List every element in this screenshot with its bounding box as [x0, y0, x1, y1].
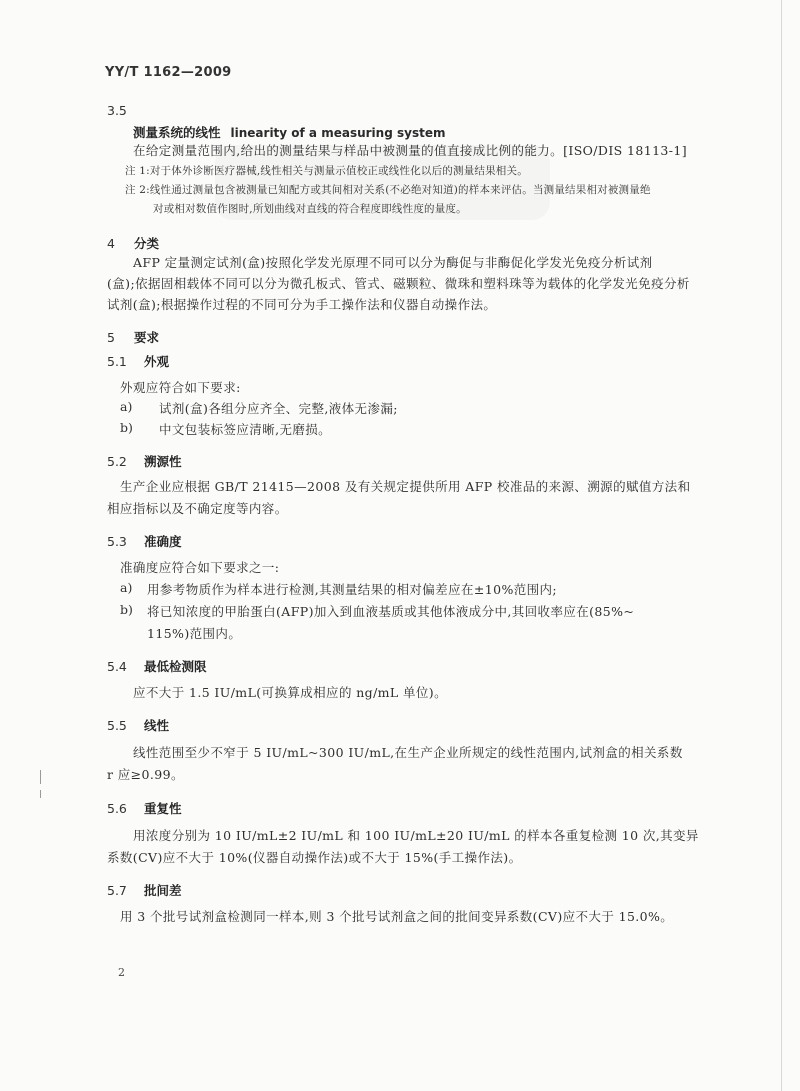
section-title: 外观 [143, 354, 169, 369]
term-english: linearity of a measuring system [230, 126, 446, 140]
section-title: 重复性 [143, 801, 182, 816]
section-title: 要求 [134, 330, 160, 345]
subsection-heading [107, 351, 169, 370]
list-item-label: a) [120, 399, 133, 414]
list-item-continuation: 115%)范围内。 [147, 626, 242, 641]
list-item-label: b) [120, 420, 133, 435]
note-2-line-1: 注 2:线性通过测量包含被测量已知配方或其间相对关系(不必绝对知道)的样本来评估。当测量结果相对被测量绝 [125, 184, 651, 196]
term-definition: 在给定测量范围内,给出的测量结果与样品中被测量的值直接成比例的能力。[ISO/DIS 18113-1] [133, 143, 688, 158]
paragraph-line: 生产企业应根据 GB/T 21415—2008 及有关规定提供所用 AFP 校准品的来源、溯源的赋值方法和 [120, 479, 691, 494]
standard-code-header: YY/T 1162—2009 [105, 65, 232, 80]
subsection-heading [107, 715, 169, 734]
subsection-heading [107, 656, 207, 675]
list-item-label: a) [120, 580, 133, 595]
paragraph-line: 外观应符合如下要求: [120, 380, 241, 395]
note-2-line-2: 对或相对数值作图时,所划曲线对直线的符合程度即线性度的量度。 [153, 203, 467, 215]
paragraph-line: r 应≥0.99。 [107, 767, 184, 782]
section-title: 批间差 [143, 883, 182, 898]
section-number: 5.7 [107, 883, 127, 898]
subsection-heading [107, 531, 182, 550]
term-heading [133, 122, 445, 141]
paragraph-line: (盒);依据固相载体不同可以分为微孔板式、管式、磁颗粒、微珠和塑料珠等为载体的化学发光免疫分析 [107, 276, 690, 291]
section-title: 分类 [134, 236, 160, 251]
section-title: 准确度 [143, 534, 182, 549]
list-item-label: b) [120, 602, 133, 617]
section-number: 5.5 [107, 718, 127, 733]
paragraph-line: 试剂(盒);根据操作过程的不同可分为手工操作法和仪器自动操作法。 [107, 297, 497, 312]
section-number: 4 [107, 236, 115, 251]
subsection-heading [107, 880, 182, 899]
note-1: 注 1:对于体外诊断医疗器械,线性相关与测量示值校正或线性化以后的测量结果相关。 [125, 165, 528, 177]
section-number: 5.6 [107, 801, 127, 816]
section-number: 5.4 [107, 659, 127, 674]
subsection-heading [107, 451, 182, 470]
section-title: 溯源性 [143, 454, 182, 469]
paragraph-line: 准确度应符合如下要求之一: [120, 560, 280, 575]
section-title: 最低检测限 [143, 659, 207, 674]
paragraph-line: 相应指标以及不确定度等内容。 [107, 501, 288, 516]
paragraph-line: 应不大于 1.5 IU/mL(可换算成相应的 ng/mL 单位)。 [133, 685, 447, 700]
paragraph-line: 线性范围至少不窄于 5 IU/mL~300 IU/mL,在生产企业所规定的线性范围内,试剂盒的相关系数 [133, 745, 683, 760]
subsection-heading [107, 798, 182, 817]
list-item: 将已知浓度的甲胎蛋白(AFP)加入到血液基质或其他体液成分中,其回收率应在(85%~ [147, 604, 635, 619]
list-item: 用参考物质作为样本进行检测,其测量结果的相对偏差应在±10%范围内; [147, 582, 558, 597]
section-number: 5.1 [107, 354, 127, 369]
paragraph-line: 用 3 个批号试剂盒检测同一样本,则 3 个批号试剂盒之间的批间变异系数(CV)应不大于 15.0%。 [120, 909, 674, 924]
paragraph-line: 系数(CV)应不大于 10%(仪器自动操作法)或不大于 15%(手工操作法)。 [107, 850, 522, 865]
section-number: 5 [107, 330, 115, 345]
paragraph-line: 用浓度分别为 10 IU/mL±2 IU/mL 和 100 IU/mL±20 IU/mL 的样本各重复检测 10 次,其变异 [133, 828, 699, 843]
margin-mark [40, 790, 41, 798]
section-heading [107, 233, 159, 252]
section-number: 3.5 [107, 103, 127, 118]
list-item: 中文包装标签应清晰,无磨损。 [159, 422, 332, 437]
paragraph-line: AFP 定量测定试剂(盒)按照化学发光原理不同可以分为酶促与非酶促化学发光免疫分析试剂 [133, 255, 653, 270]
page-number: 2 [118, 966, 125, 979]
margin-mark [40, 770, 41, 784]
page-edge-line [781, 0, 782, 1091]
list-item: 试剂(盒)各组分应齐全、完整,液体无渗漏; [159, 401, 398, 416]
term-chinese: 测量系统的线性 [133, 125, 221, 140]
section-number: 5.3 [107, 534, 127, 549]
section-heading [107, 327, 159, 346]
section-title: 线性 [143, 718, 169, 733]
section-number: 5.2 [107, 454, 127, 469]
